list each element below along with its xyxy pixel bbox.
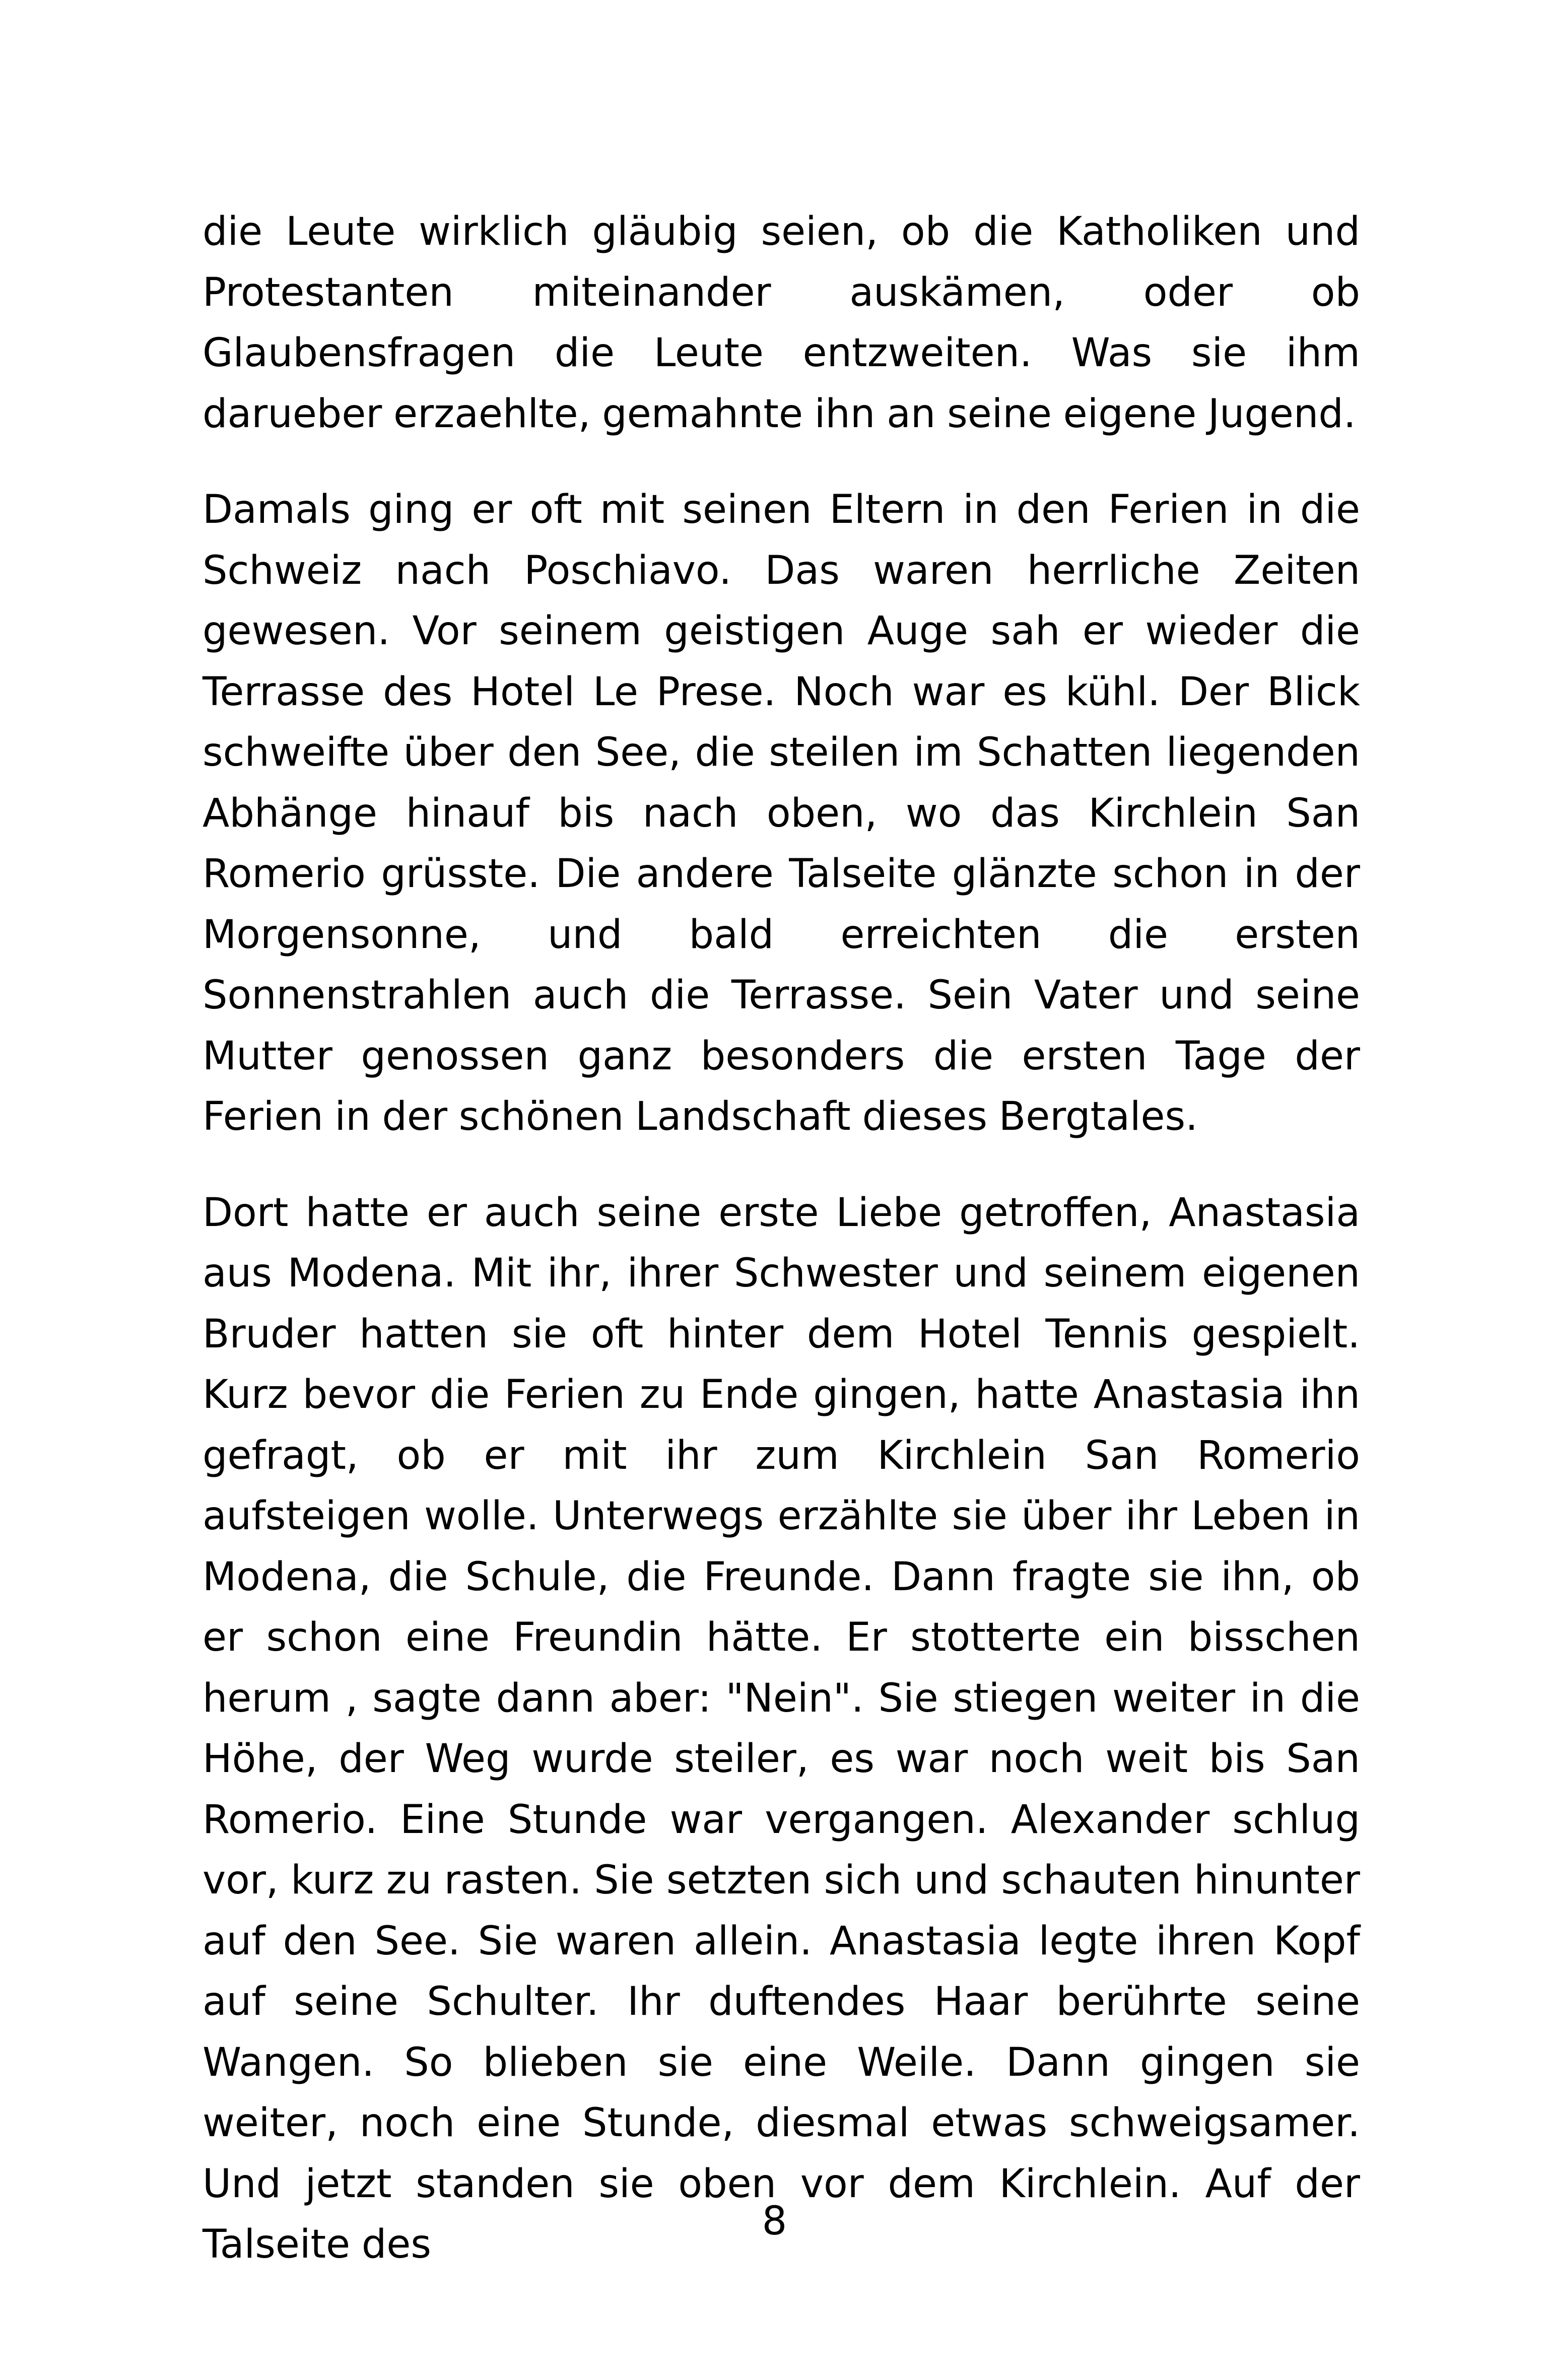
paragraph-2: Damals ging er oft mit seinen Eltern in den Ferien in die Schweiz nach Poschiavo. Das waren herrliche Zeiten gewesen. Vor seinem geistigen Auge sah er wieder die Terrasse des Hotel Le Prese. Noch war es kühl. Der Blick schweifte über den See, die steilen im Schatten liegenden Abhänge hinauf bis nach oben, wo das Kirchlein San Romerio grüsste. Die andere Talseite glänzte schon in der Morgensonne, und bald erreichten die ersten Sonnenstrahlen auch die Terrasse. Sein Vater und seine Mutter genossen ganz besonders die ersten Tage der Ferien in der schönen Landschaft dieses Bergtales. [203,487,1360,1139]
page-number: 8 [762,2199,787,2244]
body-text [203,201,1360,2275]
paragraph-1: die Leute wirklich gläubig seien, ob die Katholiken und Protestanten miteinander auskämen, oder ob Glaubensfragen die Leute entzweiten. Was sie ihm darueber erzaehlte, gemahnte ihn an seine eigene Jugend. [203,209,1360,437]
paragraph-3: Dort hatte er auch seine erste Liebe getroffen, Anastasia aus Modena. Mit ihr, ihrer Schwester und seinem eigenen Bruder hatten sie oft hinter dem Hotel Tennis gespielt. Kurz bevor die Ferien zu Ende gingen, hatte Anastasia ihn gefragt, ob er mit ihr zum Kirchlein San Romerio aufsteigen wolle. Unterwegs erzählte sie über ihr Leben in Modena, die Schule, die Freunde. Dann fragte sie ihn, ob er schon eine Freundin hätte. Er stotterte ein bisschen herum , sagte dann aber: "Nein". Sie stiegen weiter in die Höhe, der Weg wurde steiler, es war noch weit bis San Romerio. Eine Stunde war vergangen. Alexander schlug vor, kurz zu rasten. Sie setzten sich und schauten hinunter auf den See. Sie waren allein. Anastasia legte ihren Kopf auf seine Schulter. Ihr duftendes Haar berührte seine Wangen. So blieben sie eine Weile. Dann gingen sie weiter, noch eine Stunde, diesmal etwas schweigsamer. Und jetzt standen sie oben vor dem Kirchlein. Auf der Talseite des [203,1190,1360,2267]
